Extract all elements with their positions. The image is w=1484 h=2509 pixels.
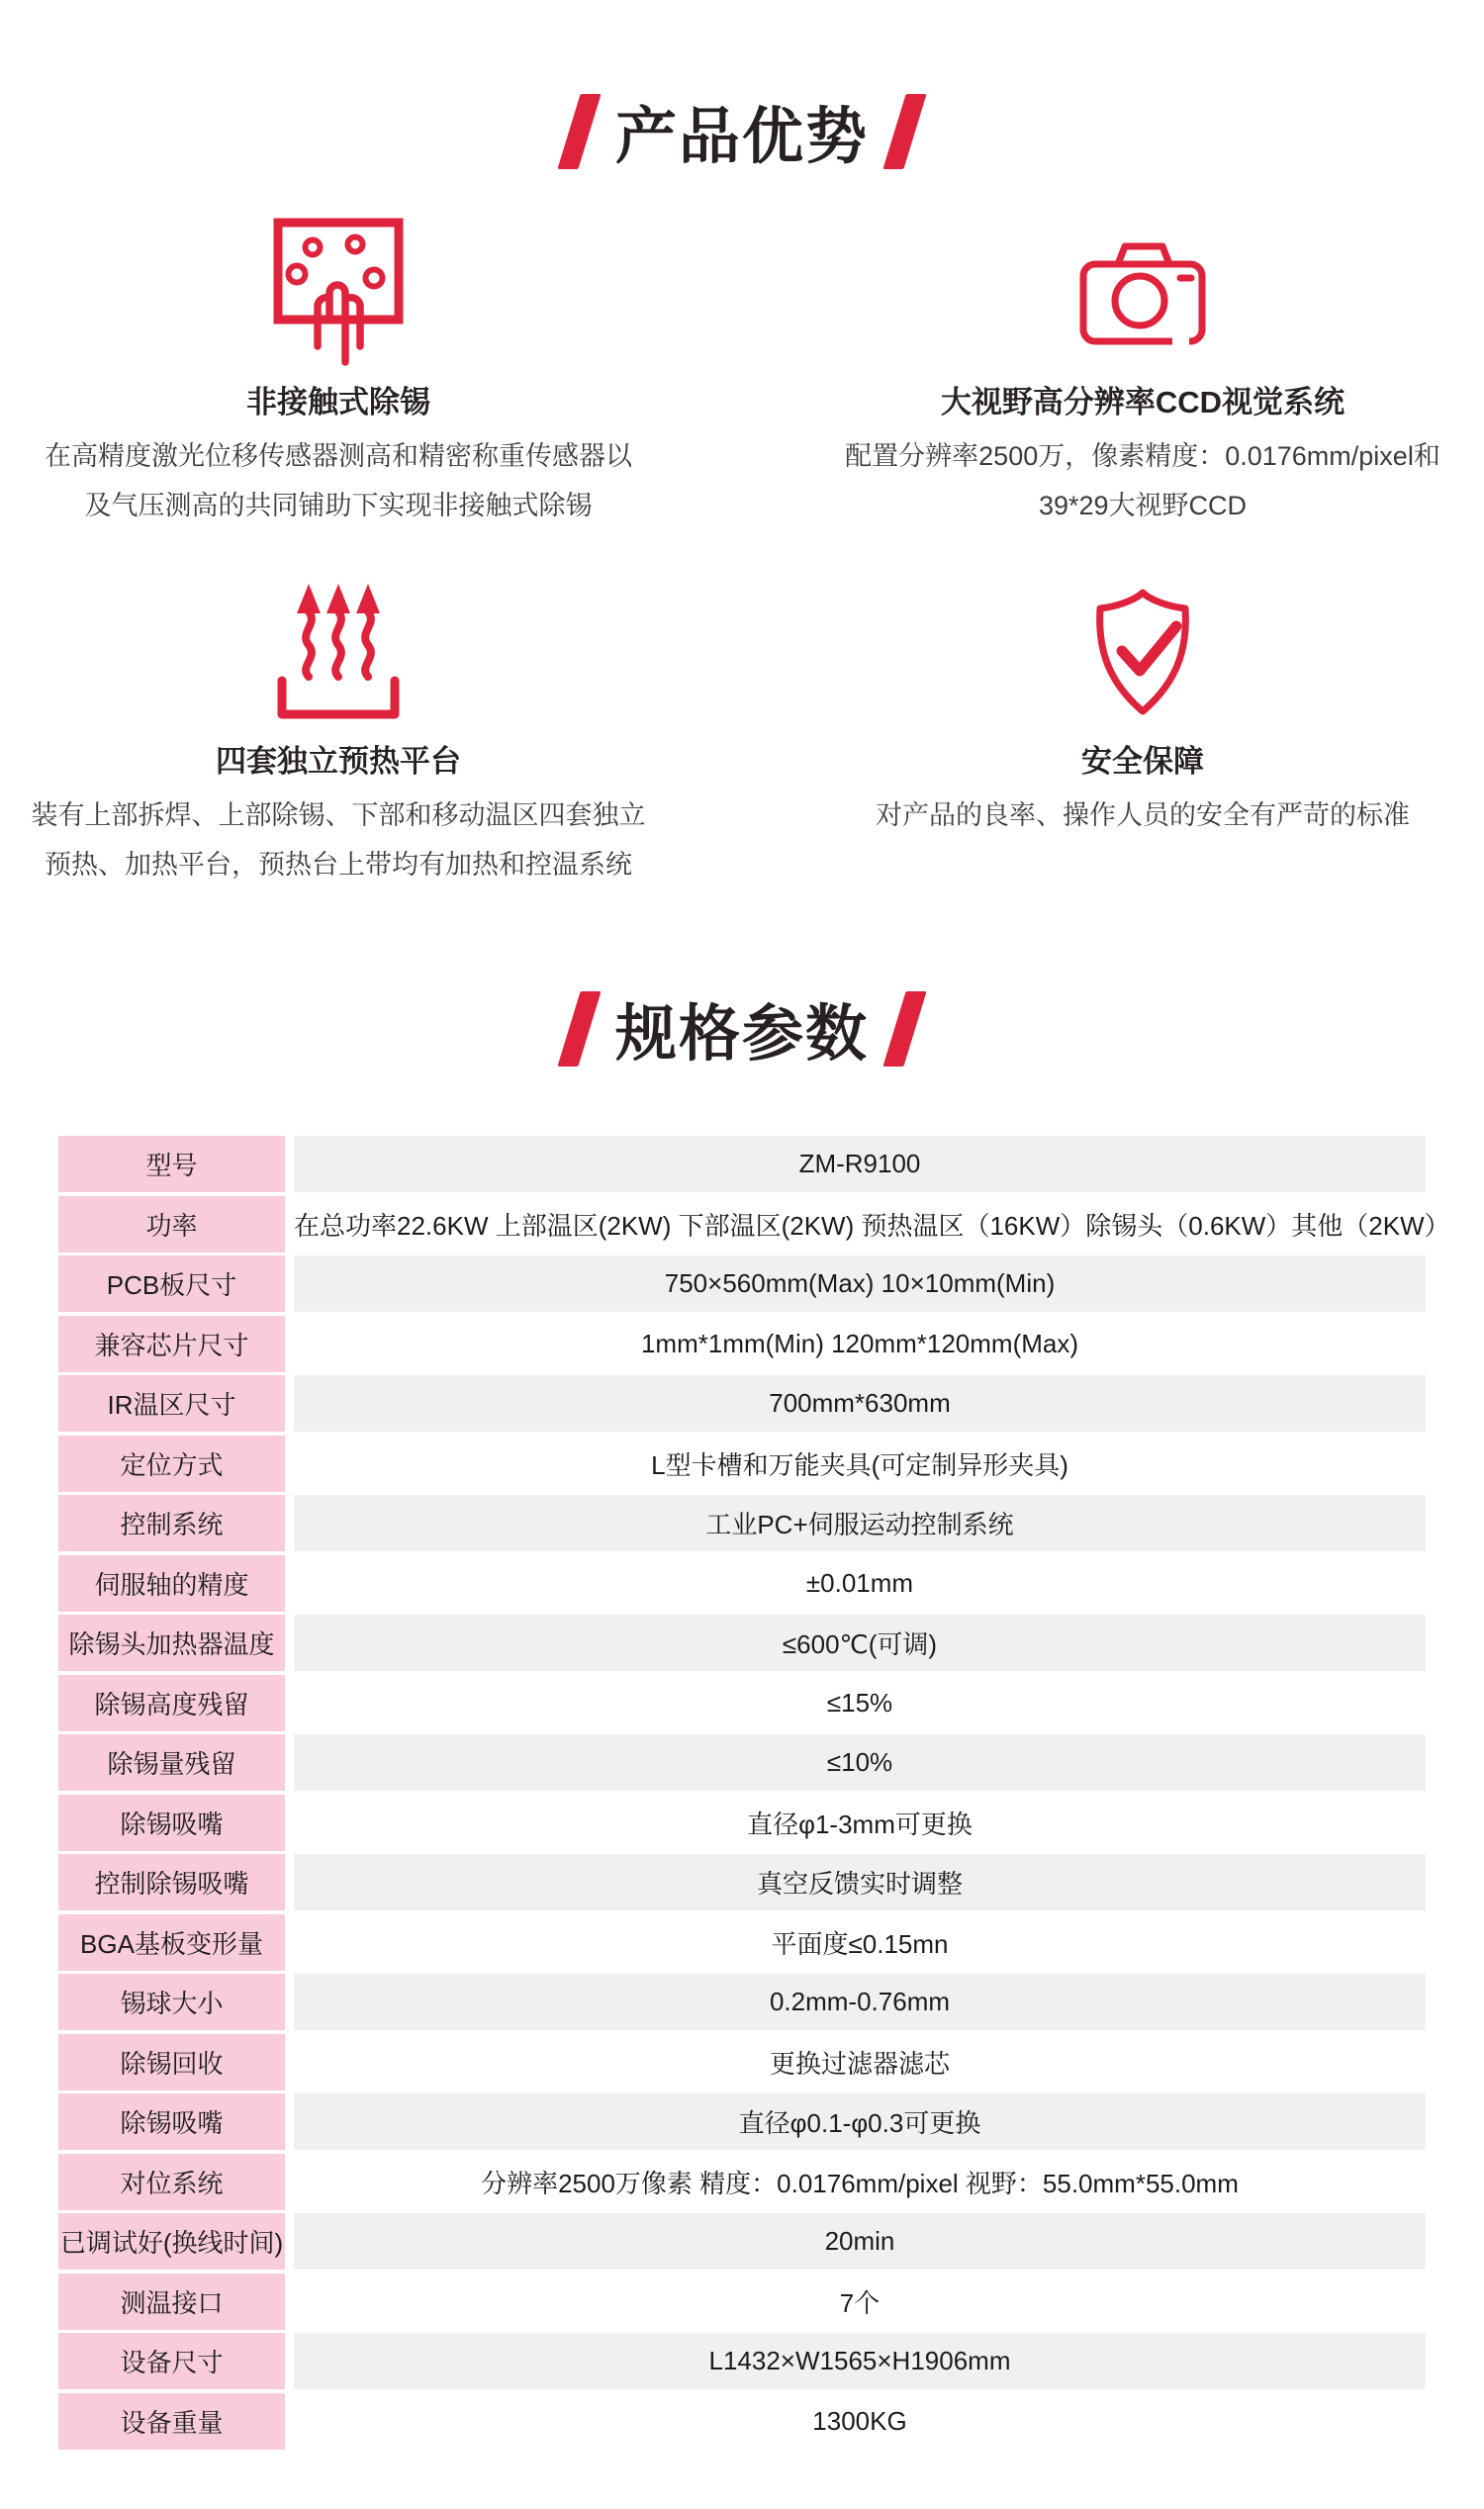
red-slash-icon: [557, 94, 601, 169]
spec-row: [58, 1136, 1426, 1192]
section-title-text: 产品优势: [614, 103, 869, 171]
preheat-platform-icon: [22, 582, 655, 722]
red-slash-icon: [882, 991, 926, 1067]
spec-row: [58, 2093, 1426, 2150]
spec-row: [58, 1854, 1426, 1910]
spec-row: [58, 1255, 1426, 1312]
spec-value: ±0.01mm: [294, 1555, 1426, 1612]
spec-row: [58, 2393, 1426, 2450]
spec-row: [58, 2333, 1426, 2389]
section-title-text: 规格参数: [614, 1000, 869, 1069]
spec-row: [58, 1436, 1426, 1492]
spec-value: L型卡槽和万能夹具(可定制异形夹具): [294, 1436, 1426, 1492]
spec-value: 7个: [294, 2274, 1426, 2330]
red-slash-icon: [882, 94, 926, 169]
spec-row: [58, 2213, 1426, 2270]
spec-row: [58, 1734, 1426, 1791]
spec-label: 设备尺寸: [58, 2333, 285, 2389]
spec-value: 平面度≤0.15mn: [294, 1914, 1426, 1971]
spec-label: 设备重量: [58, 2393, 285, 2450]
feature-noncontact-desoldering: [22, 223, 655, 530]
spec-row: [58, 2154, 1426, 2210]
feature-text-line: 及气压测高的共同铺助下实现非接触式除锡: [84, 491, 593, 520]
spec-label: 对位系统: [58, 2154, 285, 2210]
spec-value: 1300KG: [294, 2393, 1426, 2450]
feature-text-line: 对产品的良率、操作人员的安全有严苛的标准: [876, 800, 1410, 830]
feature-text-line: 装有上部拆焊、上部除锡、下部和移动温区四套独立: [31, 800, 646, 830]
spec-label: 除锡吸嘴: [58, 2093, 285, 2150]
spec-row: [58, 1495, 1426, 1551]
spec-label: 除锡头加热器温度: [58, 1615, 285, 1671]
spec-value: 直径φ0.1-φ0.3可更换: [294, 2093, 1426, 2150]
feature-title: 大视野高分辨率CCD视觉系统: [940, 385, 1345, 419]
spec-label: BGA基板变形量: [58, 1914, 285, 1971]
spec-label: 伺服轴的精度: [58, 1555, 285, 1612]
spec-value: 在总功率22.6KW 上部温区(2KW) 下部温区(2KW) 预热温区（16KW）除锡头（0.6KW）其他（2KW）: [294, 1196, 1450, 1253]
spec-label: IR温区尺寸: [58, 1375, 285, 1432]
spec-row: [58, 1196, 1450, 1253]
spec-value: 750×560mm(Max) 10×10mm(Min): [294, 1255, 1426, 1312]
spec-label: 除锡高度残留: [58, 1675, 285, 1731]
spec-value: 直径φ1-3mm可更换: [294, 1795, 1426, 1851]
spec-value: ZM-R9100: [294, 1136, 1426, 1192]
spec-label: 锡球大小: [58, 1974, 285, 2030]
spec-row: [58, 1974, 1426, 2030]
spec-label: 控制系统: [58, 1495, 285, 1551]
spec-row: [58, 1555, 1426, 1612]
spec-row: [58, 1914, 1426, 1971]
spec-label: 除锡量残留: [58, 1734, 285, 1791]
feature-text-line: 在高精度激光位移传感器测高和精密称重传感器以: [45, 441, 632, 471]
spec-label: 除锡回收: [58, 2034, 285, 2091]
spec-label: 除锡吸嘴: [58, 1795, 285, 1851]
spec-label: 定位方式: [58, 1436, 285, 1492]
spec-label: 功率: [58, 1196, 285, 1253]
spec-value: L1432×W1565×H1906mm: [294, 2333, 1426, 2389]
spec-row: [58, 1675, 1426, 1731]
feature-ccd-vision: [826, 223, 1459, 530]
spec-label: PCB板尺寸: [58, 1255, 285, 1312]
feature-title: 安全保障: [1081, 744, 1204, 779]
spec-value: ≤600℃(可调): [294, 1615, 1426, 1671]
spec-row: [58, 2274, 1426, 2330]
spec-row: [58, 1375, 1426, 1432]
spec-row: [58, 1795, 1426, 1851]
spec-label: 兼容芯片尺寸: [58, 1316, 285, 1372]
camera-icon: [826, 223, 1459, 363]
spec-value: 1mm*1mm(Min) 120mm*120mm(Max): [294, 1316, 1426, 1372]
feature-text-line: 预热、加热平台，预热台上带均有加热和控温系统: [45, 850, 632, 880]
section-title-specs: [0, 984, 1484, 1072]
feature-title: 四套独立预热平台: [216, 744, 461, 779]
spec-row: [58, 2034, 1426, 2091]
spec-value: 分辨率2500万像素 精度：0.0176mm/pixel 视野：55.0mm*55.0mm: [294, 2154, 1426, 2210]
spec-label: 型号: [58, 1136, 285, 1192]
feature-preheat-platforms: [22, 582, 655, 889]
section-title-advantages: [0, 87, 1484, 175]
feature-text-line: 配置分辨率2500万，像素精度：0.0176mm/pixel和: [845, 441, 1440, 471]
spec-label: 控制除锡吸嘴: [58, 1854, 285, 1910]
spec-value: 700mm*630mm: [294, 1375, 1426, 1432]
feature-title: 非接触式除锡: [246, 385, 430, 419]
spec-row: [58, 1316, 1426, 1372]
spec-value: 工业PC+伺服运动控制系统: [294, 1495, 1426, 1551]
feature-safety: [826, 582, 1459, 840]
spec-value: ≤15%: [294, 1675, 1426, 1731]
desolder-plate-icon: [22, 223, 655, 363]
feature-text-line: 39*29大视野CCD: [1038, 491, 1248, 520]
shield-check-icon: [826, 582, 1459, 722]
spec-value: 更换过滤器滤芯: [294, 2034, 1426, 2091]
spec-row: [58, 1615, 1426, 1671]
spec-value: 真空反馈实时调整: [294, 1854, 1426, 1910]
spec-value: 20min: [294, 2213, 1426, 2270]
spec-label: 测温接口: [58, 2274, 285, 2330]
spec-value: 0.2mm-0.76mm: [294, 1974, 1426, 2030]
spec-label: 已调试好(换线时间): [58, 2213, 285, 2270]
spec-table: [58, 1136, 1450, 2453]
red-slash-icon: [557, 991, 601, 1067]
spec-value: ≤10%: [294, 1734, 1426, 1791]
